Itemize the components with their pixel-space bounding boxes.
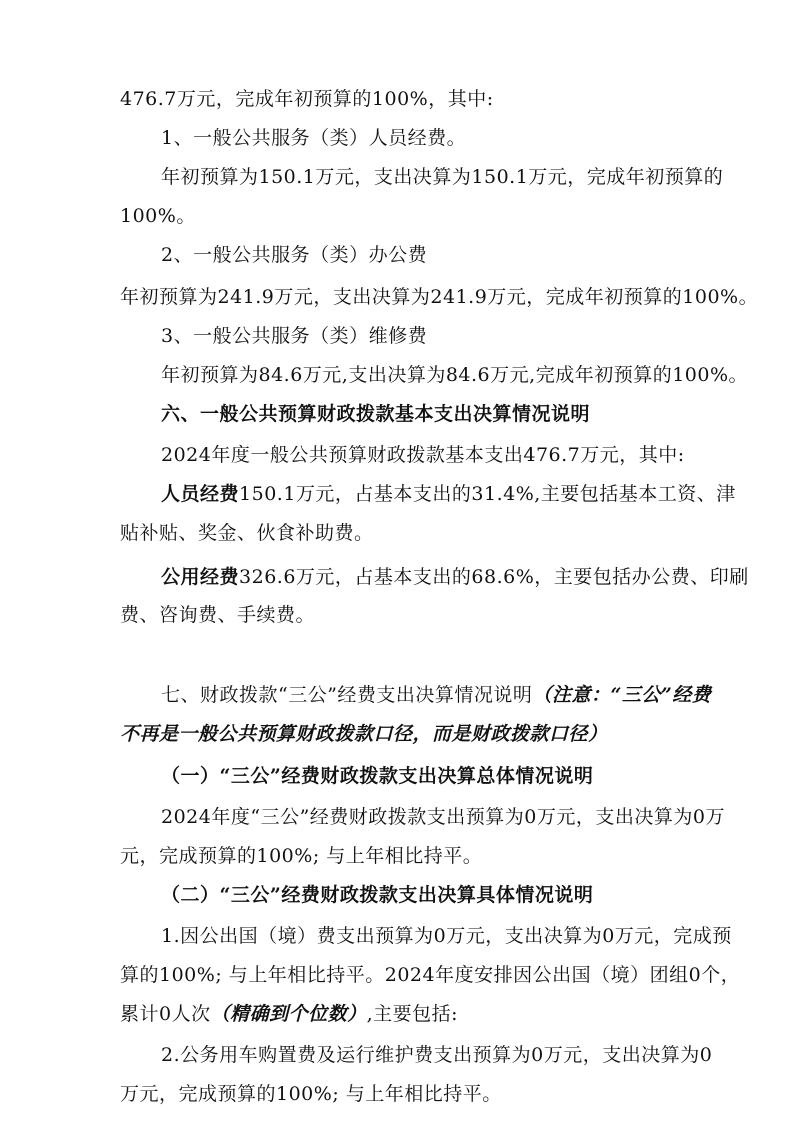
paragraph-line: 2024年度一般公共预算财政拨款基本支出476.7万元，其中:	[161, 444, 685, 466]
paragraph-line: 年初预算为150.1万元，支出决算为150.1万元，完成年初预算的	[161, 166, 724, 188]
list-heading: 1、一般公共服务（类）人员经费。	[161, 127, 467, 149]
paragraph-line: 万元，完成预算的100%; 与上年相比持平。	[120, 1083, 502, 1105]
paragraph-line: 贴补贴、奖金、伙食补助费。	[120, 522, 374, 544]
paragraph-line: 2.公务用车购置费及运行维护费支出预算为0万元，支出决算为0	[161, 1044, 713, 1066]
note-text: （精确到个位数）	[210, 1003, 367, 1025]
paragraph-text: 150.1万元，占基本支出的31.4%,主要包括基本工资、津	[239, 483, 736, 505]
list-heading: 3、一般公共服务（类）维修费	[161, 325, 428, 347]
subsection-heading: （一）“三公”经费财政拨款支出决算总体情况说明	[161, 765, 594, 787]
paragraph-line: 算的100%; 与上年相比持平。2024年度安排因公出国（境）团组0个，	[120, 964, 741, 986]
section-heading: 六、一般公共预算财政拨款基本支出决算情况说明	[161, 403, 591, 425]
section-heading-text: 七、财政拨款“三公”经费支出决算情况说明	[161, 684, 533, 706]
paragraph-line: 2024年度“三公”经费财政拨款支出预算为0万元，支出决算为0万	[161, 806, 725, 828]
paragraph-text: 累计0人次	[120, 1003, 211, 1025]
section-heading	[161, 683, 711, 707]
paragraph-line: 费、咨询费、手续费。	[120, 604, 316, 626]
paragraph-line: 元，完成预算的100%; 与上年相比持平。	[120, 845, 483, 867]
paragraph-text: 326.6万元，占基本支出的68.6%，主要包括办公费、印刷	[239, 566, 749, 588]
paragraph-line: 1.因公出国（境）费支出预算为0万元，支出决算为0万元，完成预	[161, 925, 732, 947]
term-personnel: 人员经费	[161, 483, 240, 505]
note-text: 不再是一般公共预算财政拨款口径，而是财政拨款口径）	[120, 723, 608, 745]
paragraph-line: 年初预算为241.9万元，支出决算为241.9万元，完成年初预算的100%。	[120, 286, 759, 308]
paragraph-text: ,主要包括:	[366, 1003, 459, 1025]
paragraph-line: 100%。	[120, 205, 196, 227]
paragraph-line: 年初预算为84.6万元,支出决算为84.6万元,完成年初预算的100%。	[161, 364, 749, 386]
note-text: （注意：“三公”经费	[532, 684, 712, 706]
paragraph-line: 476.7万元，完成年初预算的100%，其中:	[120, 88, 494, 110]
subsection-heading: （二）“三公”经费财政拨款支出决算具体情况说明	[161, 884, 594, 906]
paragraph-line	[120, 1002, 458, 1026]
paragraph-line	[161, 482, 736, 506]
term-public: 公用经费	[161, 566, 240, 588]
list-heading: 2、一般公共服务（类）办公费	[161, 244, 428, 266]
paragraph-line	[161, 565, 749, 589]
